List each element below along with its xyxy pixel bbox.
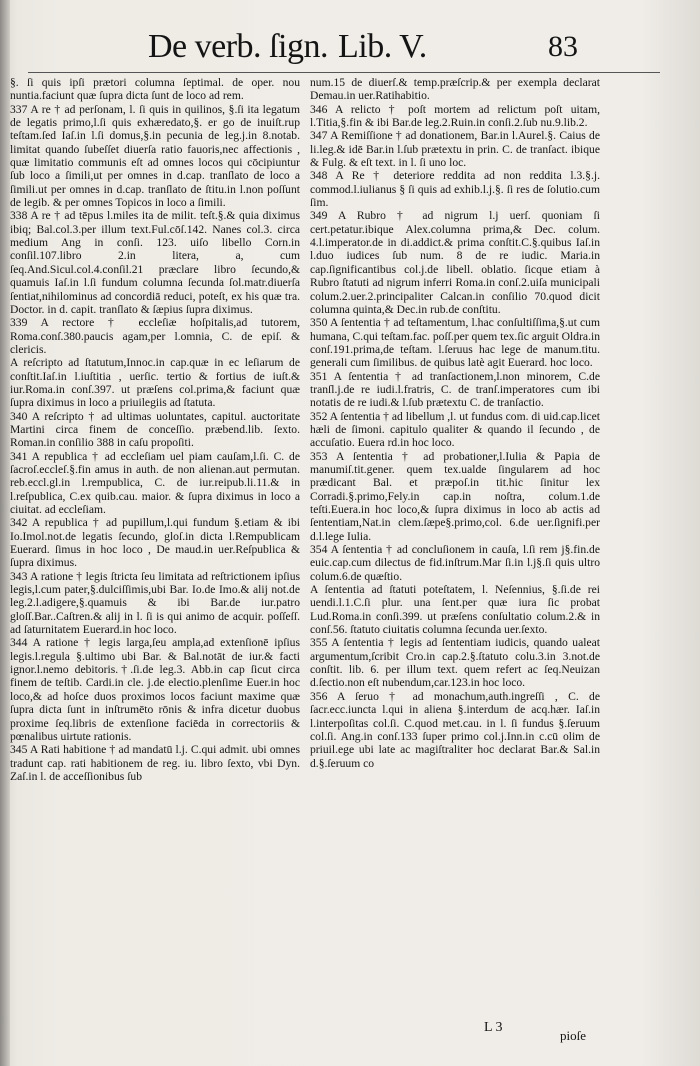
entry-paragraph [310,370,600,410]
entry-paragraph [10,410,300,450]
entry-paragraph [310,209,600,316]
header-left-title: De verb. ſign. [148,28,328,65]
entry-text: A rectore † eccleſiæ hoſpitalis,ad tutorem, Roma.conſ.380.paucis agam,per l.omnia, C. de epiſ. & clericis. [10,316,300,356]
entry-text: A ſeruo † ad monachum,auth.ingreſſi , C. de ſacr.ecc.iuncta l.qui in aliena §.interdum de acq.hær. Iaſ.in l.interpoſitas col.ſi. C.quod met.cau. in l. ſi fundus §.ſeruum col.ſi. Ang.in conſ.133 ſuper primo col.j.Inn.in c.cū olim de priuil.ege ubi late ac magiſtraliter hoc declarat Bar.& Sal.in d.§.ſeruum co [310,689,600,770]
entry-paragraph [10,316,300,356]
entry-number: 348 [310,169,336,183]
entry-text: A ſententia ad ſtatuti poteſtatem, l. Neſennius, §.ſi.de rei uendi.l.1.C.ſi plur. una ſent.per quæ iura ſic probat Lud.Roma.in conſi.399. ut præſens conſultatio colum.2.& in conſ.56. ſtatuto ciuitatis columna ſecunda uer.ſexto. [310,583,600,637]
entry-paragraph [310,583,600,636]
entry-paragraph [10,450,300,517]
entry-paragraph [10,209,300,316]
catchword: pioſe [560,1028,586,1043]
entry-text: A republica † ad pupillum,l.qui fundum §.etiam & ibi Io.Imol.not.de legatis ſecundo, gloſ.in dicta l.Rempublicam Euerard. ſimus in hoc loco , De maud.in uer.Reſpublica & ſupra diximus. [10,516,300,570]
signature-mark: L 3 [484,1020,503,1035]
entry-paragraph [10,743,300,783]
entry-paragraph [310,690,600,770]
entry-number: 349 [310,209,338,223]
entry-text: A ſententia † ad libellum ,l. ut fundus com. di uid.cap.licet hæli de ſimoni. capitulo qualiter & quando il ſecundo , de accuſatio. Euera rd.in hoc loco. [310,409,600,450]
entry-text: A Re † deteriore reddita ad non reddita l.3.§.j. commod.l.iulianus § ſi quis ad exhib.l.j.§. ſi res de ſolutio.cum ſim. [310,169,600,210]
entry-paragraph [10,103,300,210]
entry-number: 356 [310,689,338,703]
entry-paragraph [310,543,600,583]
entry-paragraph [10,356,300,409]
entry-number: 354 [310,543,331,557]
entry-paragraph [310,410,600,450]
entry-text: A Remiſſione † ad donationem, Bar.in l.Aurel.§. Caius de li.leg.& idē Bar.in l.ſub prætextu in prin. C. de tranſact. ibique & Fulg. & eſt text. in l. ſi uno loc. [310,129,600,170]
entry-text: A Rati habitione † ad mandatū l.j. C.qui admit. ubi omnes tradunt cap. rati habitionem de reg. iu. libro ſexto, vbi Dyn. Zaſ.in l. de acceſſionibus ſub [10,743,300,783]
entry-number: 355 [310,636,332,650]
entry-paragraph [10,570,300,637]
header-right-title: Lib. V. [338,28,427,65]
entry-number: 350 [310,316,330,330]
entry-text: A ſententia † ad tranſactionem,l.non minorem, C.de tranſl.j.de re iudi.l.fratris, C. de tranſ.imperatores cum ibi notatis de re iudi.& l.ſub prætextu C. de tranſactio. [310,369,600,410]
entry-text: A reſcripto ad ſtatutum,Innoc.in cap.quæ in ec leſiarum de conſtit.Iaſ.in l.iuſtitia , uerſic. tertio & fortius de iuſt.& iur.Roma.in conſ.397. ut præſens col.prima,& faciunt quæ ſupra diximus in loco a priuilegiis ad ſtatuta. [10,356,300,410]
entry-text: A ſententia † legis ad ſententiam iudicis, quando ualeat argumentum,ſcribit Cro.in cap.2.§.ſtatuto colu.3.in 3.not.de conſtit. lib. 6. per illum text. quem refert ac ſeq.Neuizan d.ſectio.non eſt nubendum,car.123.in hoc loco. [310,636,600,690]
entry-number: 340 [10,409,32,423]
entry-text: A ratione † legis ſtricta ſeu limitata ad reſtrictionem ipſius legis,l.cum pater,§.dulciſſimis,ubi Bar. Io.de Imo.& alij not.de leg.2.l.adigere,§.quamuis & ibi Bar.de iur.patro gloſſ.Bar..Caſtren.& alij in l. ſi is qui animo de acquir. poſſeſſ. ad ſaturnitatem Euerard.in hoc loco. [10,569,300,637]
entry-text: A republica † ad eccleſiam uel piam cauſam,l.ſi. C. de ſacroſ.eccleſ.§.fin amus in auth. de non alienan.aut permutan. reb.eccl.gl.in l.rempublica, C. de iur.reipub.li.11.& in l.reſpublica, C.ex quib.cau. maior. & ſupra diximus in loco a ciuitat. ad eccleſiam. [10,449,300,516]
entry-paragraph [310,316,600,369]
entry-number: 351 [310,369,334,383]
entry-number: 353 [310,449,336,463]
entry-text: A Rubro † ad nigrum l.j uerſ. quoniam ſi cert.petatur.ibique Alex.columna prima,& Dec. colum. 4.l.imperator.de in di.addict.& prima conſtit.C.§.quibus Iaſ.in l.duo iudices ſub num. 8 de re iudic. Maria.in cap.ſignificantibus col.j.de libell. oblatio. ſicque etiam à Rubro ſtatuti ad nigrum inferri Roma.in conſ.2.uiſa municipali colum.2.uer.2.principaliter Calcan.in conſilio 70.quod dicit columna quinta,& Dec.in rub.de conſtitu. [310,209,600,316]
entry-paragraph [10,76,300,103]
entry-paragraph [310,169,600,209]
entry-text: A ſententia † ad concluſionem in cauſa, l.ſi rem j§.fin.de euic.cap.cum dilectus de fid.inſtrum.Mar ſi.in l.j§.ſi quis ultro colum.6.de quæſtio. [310,543,600,583]
running-header [0,28,700,72]
left-column [10,76,300,783]
entry-number: 343 [10,569,30,583]
binding-shadow [0,0,10,1066]
entry-text: §. ſi quis ipſi prætori columna ſeptimal. de oper. nou nuntia.faciunt quæ ſupra dicta ſunt de loco ad rem. [10,76,300,103]
entry-text: A ſententia † ad probationer,l.Iulia & Papia de manumiſ.tit.gener. quem tex.ualde ſingularem ad hoc prædicant Bal. et præpoſ.in tit.hic ſinitur lex Corradi.§.primo,Fely.in cap.in noſtra, colum.1.de teſti.Euera.in hoc loco,& ſupra diximus in loco ab actis ad ſententiam,Nat.in clem.ſæpe§.primo,col. 6.de uer.ſignifi.per d.l.lege Iulia. [310,449,600,543]
page-number: 83 [548,30,578,63]
entry-paragraph [310,450,600,543]
entry-paragraph [310,103,600,130]
page-footer [0,1020,700,1050]
entry-number: 342 [10,516,32,530]
entry-number: 352 [310,409,330,423]
entry-paragraph [310,636,600,689]
entry-text: A relicto † poſt mortem ad relictum poſt uitam, l.Titia,§.fin & ibi Bar.de leg.2.Ruin.in conſi.2.ſub nu.9.lib.2. [310,102,600,130]
entry-number: 339 [10,316,41,330]
entry-number: 341 [10,449,32,463]
entry-paragraph [10,636,300,743]
entry-text: A ſententia † ad teſtamentum, l.hac conſultiſſima,§.ut cum humana, C.qui teſtam.fac. poſſ.per quem tex.ſic arguit Oldra.in conſ.191.prima,de teſtam. l.ſeruus hac lege de manum.titu. generali cum ſimilibus. de quibus latè agit Euerard. hoc loco. [310,316,600,370]
entry-number: 337 [10,102,31,116]
entry-text: A ratione † legis larga,ſeu ampla,ad extenſionē ipſius legis.l.regula §.ultimo ubi Bar. & Bal.notāt de iur.& facti ignor.l.nemo debitoris.†.ſi.de leg.3. Abb.in cap ſicut circa finem de teſtib. Cardi.in cle. j.de electio.plenſime Euer.in hoc loco,& ad hoſce duos proximos locos faciunt maxime quæ ſupra dicta ſunt in inſtrumēto rōnis & infra dicetur duobus proxime ſeq.libris de extenſione faciēda in correctoriis & pœnalibus uirtute rationis. [10,636,300,743]
entry-number: 344 [10,636,33,650]
entry-text: A re † ad tēpus l.miles ita de milit. teſt.§.& quia diximus ibiq; Bal.col.3.per illum text.Ful.cōſ.142. Nanes col.3. circa medium Ang in conſi. 123. uiſo libello Corn.in conſil.107.libro 2.in litera, a, cum ſeq.And.Sicul.col.4.conſil.21 præclare libro ſecundo,& quamuis Iaſ.in l.ſi fundum columna ſecunda ſol.matr.diuerſa ſentiat,nihilominus ad concordiā reduci, poteſt, ex his quæ tra. Doctor. in d. capit. tranſlato & ſæpius ſupra diximus. [10,209,300,316]
header-rule [28,72,660,73]
entry-text: num.15 de diuerſ.& temp.præſcrip.& per exempla declarat Demau.in uer.Ratihabitio. [310,76,600,103]
entry-number: 346 [310,102,335,116]
entry-number: 345 [10,743,30,757]
entry-text: A re † ad perſonam, l. ſi quis in quilinos, §.ſi ita legatum de legatis primo,l.ſi quis exhæredato,§. er go de inuiſt.rup teſtam.ſed Iaſ.in l.ſi domus,§.in pecunia de leg.j.in 8.notab. limitat quando ſubeſſet diuerſa ratio fauoris,nec affectionis , quæ limitatio communis eſt ad omnes locos qui cōcipiuntur ſub loco a ſimili,ut per omnes in d.cap. tranſlato de loco a ſimili.ut per omnes in d.cap. tranſlato de ſtitu.in l.non poſſunt de legib. & per omnes Topicos in loco a ſimili. [10,102,300,210]
entry-text: A reſcripto † ad ultimas uoluntates, capitul. auctoritate Martini circa finem de conceſſio. præbend.lib. ſexto. Roman.in conſilio 388 in caſu propoſiti. [10,409,300,450]
entry-number: 347 [310,129,331,143]
right-column [310,76,600,770]
entry-paragraph [310,129,600,169]
entry-paragraph [10,516,300,569]
entry-paragraph [310,76,600,103]
entry-number: 338 [10,209,31,223]
